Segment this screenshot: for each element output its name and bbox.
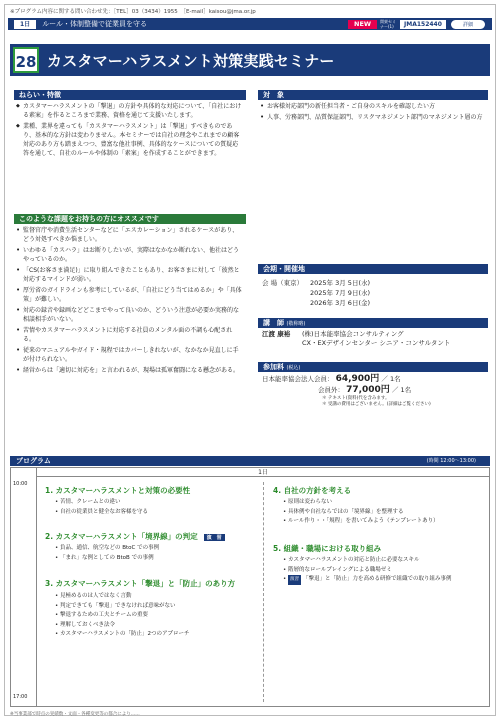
recommend-item: • 経営からは「適切に対応を」と言われるが、現場は孤軍奮闘になる懸念がある。 [16, 366, 244, 375]
schedule [262, 278, 370, 308]
recommend-item: • いわゆる「カスハラ」はお断りしたいが、実際はなかなか断れない、他社はどうやっているのか。 [16, 246, 244, 264]
venue-label: 会 場（東京） [262, 279, 304, 287]
lecturer-name: 江渡 康裕 [262, 330, 291, 338]
end-time: 17:00 [13, 694, 28, 700]
program-day: 1日 [37, 468, 489, 477]
module-title: 3. カスタマーハラスメント「撃退」と「防止」のあり方 [45, 579, 236, 588]
module-items: • 負品、通信、航空などの BtoC での事例 • 「まれ」な例としての BtoB での事例 [55, 544, 159, 563]
recommend-item: • 苦情やカスタマーハラスメントに対応する社員のメンタル面の不調も心配される。 [16, 326, 244, 344]
target-item: • 人事、労務部門、品質保証部門、リスクマネジメント部門のマネジメント層の方 [260, 113, 486, 122]
detail-button[interactable]: 詳細 [450, 19, 486, 30]
course-number: 28 [13, 47, 39, 73]
time-column [11, 468, 37, 706]
new-badge: NEW [348, 20, 377, 29]
fee-heading: 参加料 (税込) [258, 362, 488, 372]
aim-list [16, 102, 244, 160]
page-title: カスタマーハラスメント対策実践セミナー [47, 51, 335, 70]
module-items: • 見極めるのは人ではなく言動 • 判定できても「撃退」できなければ意味がない • 撃退するための工夫とチームの重要 • 理解しておくべき法令 • カスタマーハラスメントの「防止」2つのアプローチ [55, 592, 190, 640]
fee-member: 64,900円 [335, 374, 380, 384]
recommend-item: • 対応の録音や録画などどこまでやって良いのか、どういう注意が必要か実務的な相談相手がいない。 [16, 306, 244, 324]
module-title: 4. 自社の方針を考える [273, 486, 352, 495]
module-items: • 苦情、クレームとの違い • 自社の従業員と健全なお客様を守る [55, 498, 148, 517]
venue-heading: 会期・開催地 [258, 264, 488, 274]
module-items: • 原則は変わらない • 具体例や自社ならではの「境界線」を整理する • ルール作り・・「規程」を書いてみよう（テンプレートあり） [283, 498, 439, 527]
aim-item: ◆ カスタマーハラスメントの「撃退」の方針や具体的な対応について、「自社における素案」を作るところまで業務、資格を通じて支援いたします。 [16, 102, 244, 120]
aim-heading: ねらい・特徴 [14, 90, 246, 100]
recommend-item: • 「CS(お客さま満足)」に取り組んできたこともあり、お客さまに対して「彼然と対応するマインドが弱い。 [16, 266, 244, 284]
program-table [10, 467, 490, 707]
target-heading: 対 象 [258, 90, 488, 100]
module-title: 2. カスタマーハラスメント「境界線」の判定 演 習 [45, 531, 225, 542]
category-label: ルール・体制整備で従業員を守る [42, 20, 148, 28]
course-code: JMA152440 [400, 20, 446, 29]
lecturer-heading: 講 師 (敬称略) [258, 318, 488, 328]
program-heading: プログラム (時間 12:00～13:00) [10, 456, 490, 466]
contact-note: ※プログラム内容に関する問い合わせ先：［TEL］03（3434）1955 ［E-mail］kaisou@jma.or.jp [10, 9, 256, 15]
target-item: • お客様対応部門の新任担当者・ご自身のスキルを確認したい方 [260, 102, 486, 111]
column-divider [263, 482, 264, 702]
day-badge: 1日 [14, 20, 36, 29]
lecturer-info [262, 330, 488, 348]
seminar-tag: 関東セミナー(1) [380, 19, 396, 29]
recommend-item: • 従来のマニュアルやガイド・規程ではカバーしきれないが、なかなか見直しに手が付けられない。 [16, 346, 244, 364]
date-item: 2025年 7月 9日(水) [310, 289, 371, 297]
module-items: • カスタマーハラスメントの対応と防止に必要なスキル • 階層的なロールプレイングによる職場ゼミ • 演習 「撃退」と「防止」力を高める研修で組織での取り組み事例 [283, 556, 452, 585]
date-item: 2025年 3月 5日(水) [310, 279, 371, 287]
date-item: 2026年 3月 6日(金) [310, 299, 371, 307]
module-title: 1. カスタマーハラスメントと対策の必要性 [45, 486, 191, 495]
recommend-item: • 監督官庁や消費生活センターなどに「エスカレーション」されるケースがあり、どう対処すべきか悩ましい。 [16, 226, 244, 244]
lecturer-org: (株)日本能率協会コンサルティング [302, 330, 404, 338]
fee-nonmember: 77,000円 [346, 385, 390, 395]
module-title: 5. 組織・職場における取り組み [273, 544, 382, 553]
footer-note: ※当事業部で時点の実績数・文面・各種変更等の都合により…… [10, 712, 140, 717]
fee-info: 日本能率協会法人会員： 64,900円 ／ 1名 会員外： 77,000円 ／ 1名 ＊ テキスト(資料)代を含みます。 ＊ 受講の費用はございません。(詳細はご覧ください) [262, 374, 431, 407]
start-time: 10:00 [13, 481, 28, 487]
title-bar [10, 44, 490, 76]
recommend-heading: このような課題をお持ちの方にオススメです [14, 214, 246, 224]
aim-item: ◆ 業種、業界を違っても「カスタマーハラスメント」は「撃退」すべきものであり、基本的な方針は変わりません。本セミナーでは自社の理念やこれまでの顧客対応のあり方も踏まえつつ、豊富な他社事例、具体的なケースについての質疑応答を通して、自社のルールや体制の「素案」を作成することができます。 [16, 122, 244, 158]
recommend-list [16, 226, 244, 377]
target-list [260, 102, 486, 124]
recommend-item: • 厚労省のガイドラインも参考にしているが、「自社にどう当てはめるか」や「具体策」が難しい。 [16, 286, 244, 304]
lecturer-role: CX・EXデザインセンター シニア・コンサルタント [302, 339, 451, 347]
